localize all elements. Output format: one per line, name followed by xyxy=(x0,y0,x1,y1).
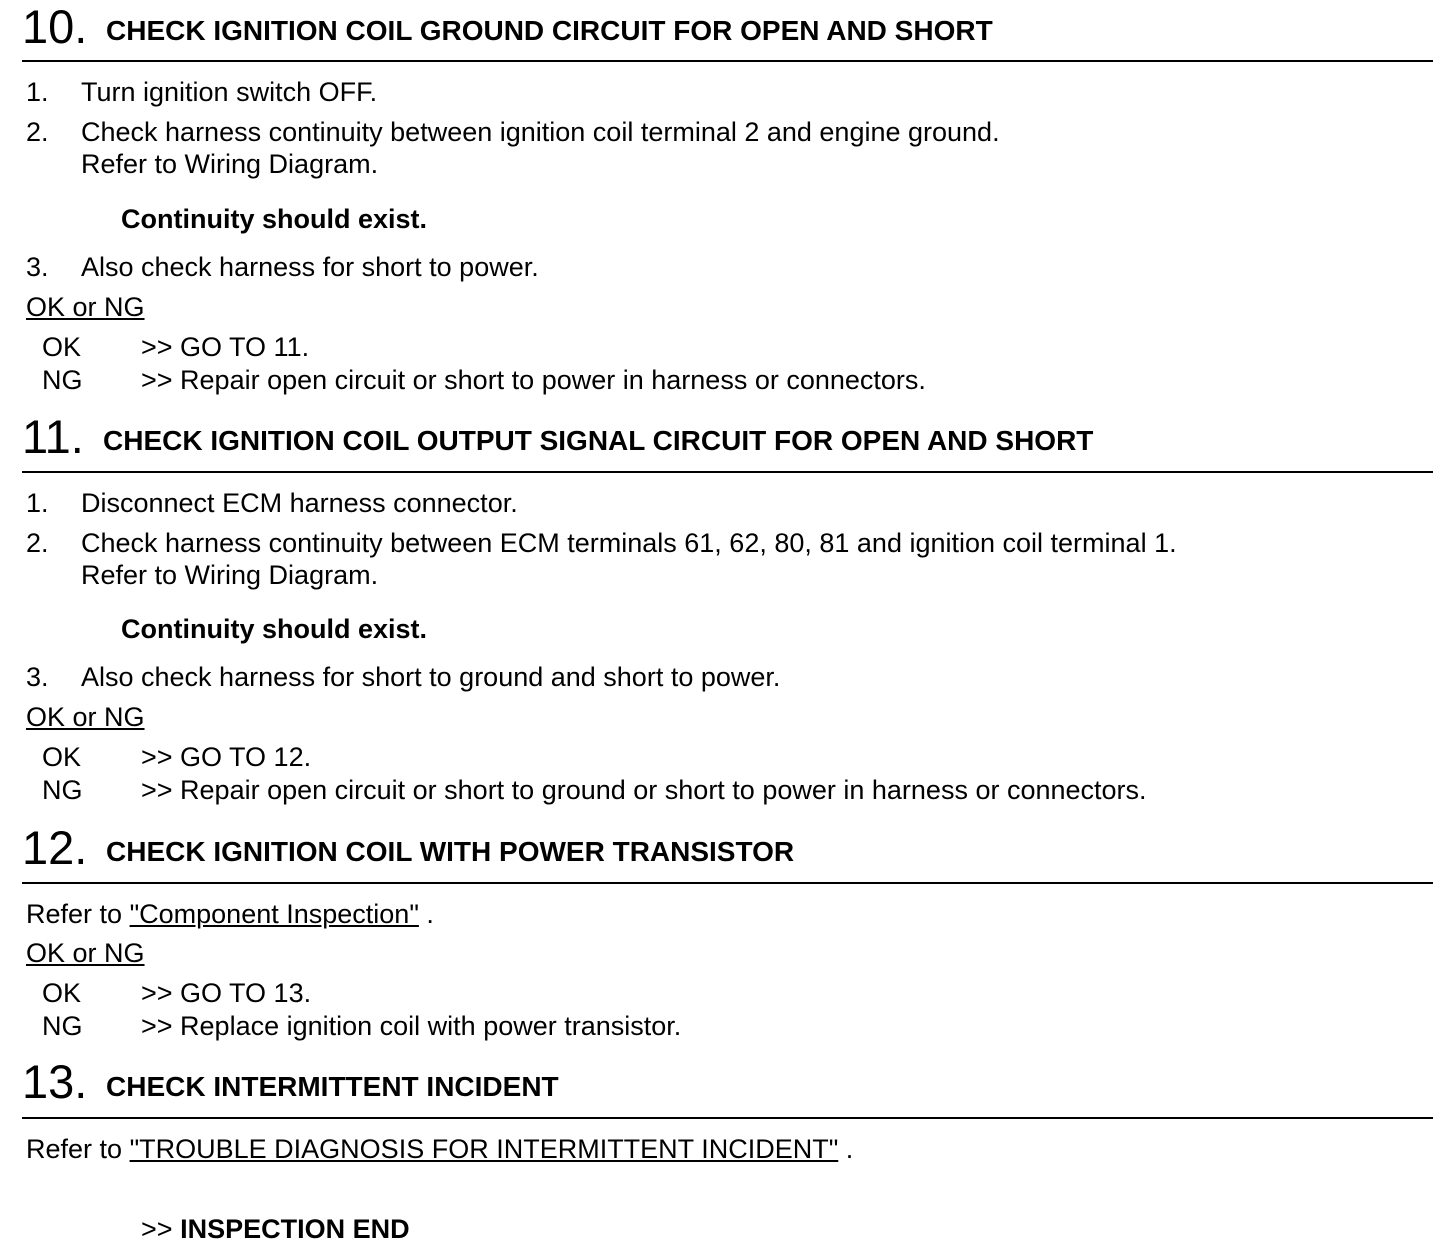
step-number: 11. xyxy=(22,410,84,463)
ok-action: >> GO TO 13. xyxy=(141,978,312,1008)
step-item-number: 2. xyxy=(26,528,49,558)
criteria-text: Continuity should exist. xyxy=(121,204,428,234)
step-item-number: 1. xyxy=(26,488,49,518)
step-item-text: Also check harness for short to ground and short to power. xyxy=(81,662,781,692)
ng-label: NG xyxy=(42,365,83,395)
refer-text xyxy=(26,898,434,930)
section-divider xyxy=(22,1117,1433,1119)
refer-prefix: Refer to xyxy=(26,899,123,929)
ng-action: >> Repair open circuit or short to ground or short to power in harness or connectors. xyxy=(141,775,1147,805)
refer-prefix: Refer to xyxy=(26,1134,123,1164)
step-title: CHECK INTERMITTENT INCIDENT xyxy=(106,1071,559,1102)
step-item-text: Disconnect ECM harness connector. xyxy=(81,488,518,518)
step-number: 13. xyxy=(22,1055,88,1108)
section-divider xyxy=(22,882,1433,884)
section-divider xyxy=(22,60,1433,62)
step-title: CHECK IGNITION COIL OUTPUT SIGNAL CIRCUIT FOR OPEN AND SHORT xyxy=(103,425,1094,456)
component-inspection-link[interactable]: "Component Inspection" xyxy=(129,899,419,929)
ok-ng-label: OK or NG xyxy=(26,702,145,732)
ng-label: NG xyxy=(42,775,83,805)
step-item-text: Also check harness for short to power. xyxy=(81,252,539,282)
step-title: CHECK IGNITION COIL GROUND CIRCUIT FOR OPEN AND SHORT xyxy=(106,15,993,46)
ng-action: >> Repair open circuit or short to power in harness or connectors. xyxy=(141,365,926,395)
step-item-number: 3. xyxy=(26,662,49,692)
criteria-text: Continuity should exist. xyxy=(121,614,428,644)
refer-suffix: . xyxy=(845,1134,854,1164)
step-item-subtext: Refer to Wiring Diagram. xyxy=(81,149,379,179)
ok-action: >> GO TO 11. xyxy=(141,332,310,362)
step-item-text: Check harness continuity between ECM terminals 61, 62, 80, 81 and ignition coil terminal 1. xyxy=(81,528,1177,558)
inspection-end xyxy=(141,1213,410,1245)
ng-action: >> Replace ignition coil with power transistor. xyxy=(141,1011,682,1041)
step-title: CHECK IGNITION COIL WITH POWER TRANSISTOR xyxy=(106,836,795,867)
step-item-text: Check harness continuity between ignition coil terminal 2 and engine ground. xyxy=(81,117,1000,147)
step-item-text: Turn ignition switch OFF. xyxy=(81,77,378,107)
step-item-number: 3. xyxy=(26,252,49,282)
ok-label: OK xyxy=(42,332,82,362)
ok-label: OK xyxy=(42,978,82,1008)
ok-action: >> GO TO 12. xyxy=(141,742,312,772)
step-item-number: 1. xyxy=(26,77,49,107)
step-item-subtext: Refer to Wiring Diagram. xyxy=(81,560,379,590)
section-divider xyxy=(22,471,1433,473)
step-number: 12. xyxy=(22,821,88,874)
refer-text xyxy=(26,1133,853,1165)
refer-suffix: . xyxy=(426,899,434,929)
ok-ng-label: OK or NG xyxy=(26,292,145,322)
ng-label: NG xyxy=(42,1011,83,1041)
trouble-diagnosis-link[interactable]: "TROUBLE DIAGNOSIS FOR INTERMITTENT INCIDENT" xyxy=(129,1134,839,1164)
ok-ng-label: OK or NG xyxy=(26,938,145,968)
end-arrow: >> xyxy=(141,1214,173,1244)
inspection-end-text: INSPECTION END xyxy=(180,1214,410,1244)
step-number: 10. xyxy=(22,0,88,53)
step-item-number: 2. xyxy=(26,117,49,147)
ok-label: OK xyxy=(42,742,82,772)
